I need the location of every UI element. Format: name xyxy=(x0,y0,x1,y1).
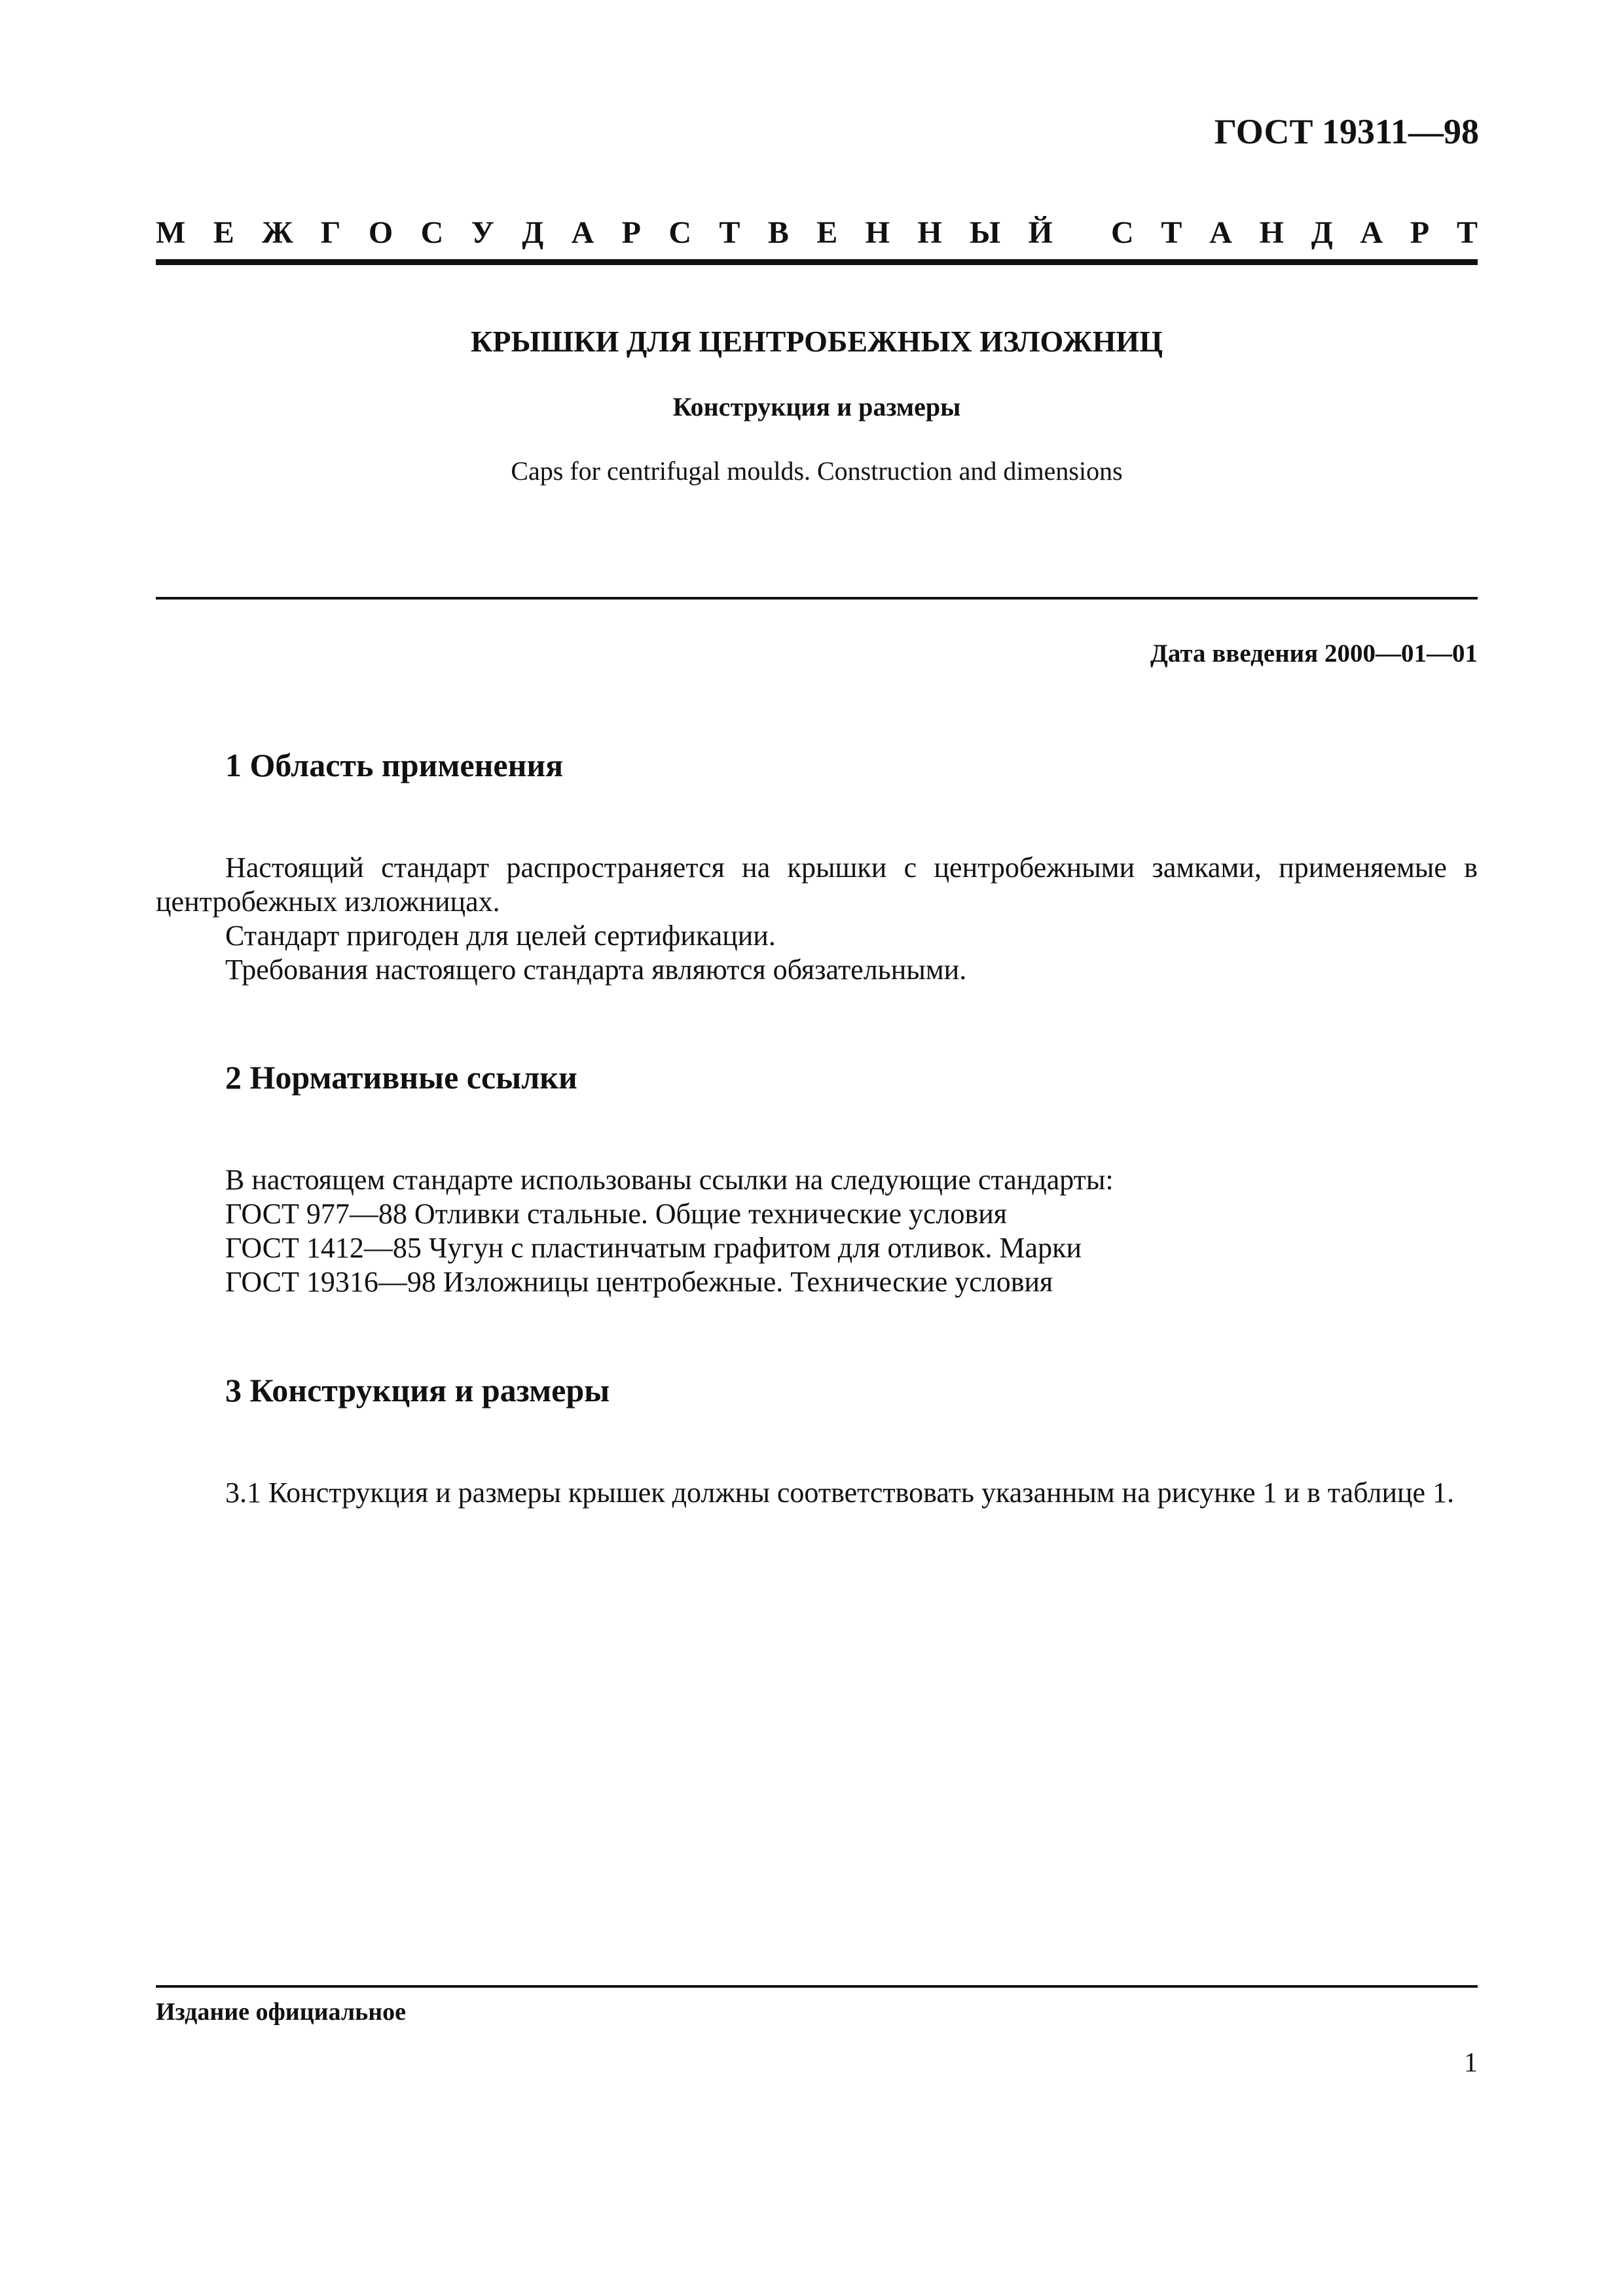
page-number: 1 xyxy=(1464,2048,1478,2078)
banner-letter: Т xyxy=(1161,215,1182,250)
normative-reference: ГОСТ 1412—85 Чугун с пластинчатым графитом для отливок. Марки xyxy=(225,1232,1082,1264)
banner-letter: О xyxy=(368,215,393,250)
document-number: ГОСТ 19311—98 xyxy=(1214,112,1479,151)
section-3-heading: 3 Конструкция и размеры xyxy=(225,1372,610,1408)
introduction-date: Дата введения 2000—01—01 xyxy=(1150,639,1478,668)
banner-letter: У xyxy=(471,215,494,250)
banner-letter: С xyxy=(1111,215,1134,250)
document-subtitle: Конструкция и размеры xyxy=(672,392,961,422)
official-edition-label: Издание официальное xyxy=(156,1998,407,2026)
header-rule xyxy=(156,259,1478,265)
banner-letter: С xyxy=(420,215,444,250)
banner-letter: Н xyxy=(1259,215,1284,250)
normative-reference: ГОСТ 19316—98 Изложницы центробежные. Технические условия xyxy=(225,1266,1053,1298)
banner-letter: А xyxy=(571,215,594,250)
section-2-intro: В настоящем стандарте использованы ссылки на следующие стандарты: xyxy=(225,1164,1114,1196)
section-3-body xyxy=(156,1476,1478,1510)
banner-letter: А xyxy=(1209,215,1232,250)
section-1-heading: 1 Область применения xyxy=(225,747,564,783)
banner-letter: Й xyxy=(1028,215,1053,250)
banner-letter: Ы xyxy=(970,215,1001,250)
banner-letter: Р xyxy=(1410,215,1430,250)
banner-letter: М xyxy=(156,215,186,250)
banner-letter: Г xyxy=(320,215,341,250)
banner-letter: Т xyxy=(1456,215,1478,250)
title-rule xyxy=(156,597,1478,600)
section-2-heading: 2 Нормативные ссылки xyxy=(225,1059,577,1096)
banner-letter: Н xyxy=(865,215,890,250)
section-3-paragraph: 3.1 Конструкция и размеры крышек должны соответствовать указанным на рисунке 1 и в таблице 1. xyxy=(225,1477,1455,1509)
banner-word-standard xyxy=(1111,215,1478,251)
banner-letter: Д xyxy=(522,215,544,250)
banner-letter: В xyxy=(767,215,789,250)
english-title: Caps for centrifugal moulds. Construction and dimensions xyxy=(511,456,1123,486)
section-1-paragraph: Настоящий стандарт распространяется на крышки с центробежными замками, применяемые в центробежных изложницах. xyxy=(156,852,1478,918)
section-1-paragraph: Требования настоящего стандарта являются обязательными. xyxy=(225,954,967,986)
banner-letter: А xyxy=(1360,215,1383,250)
banner-word-interstate xyxy=(156,215,1053,251)
banner-letter: Н xyxy=(917,215,942,250)
section-1-body xyxy=(156,851,1478,987)
normative-reference: ГОСТ 977—88 Отливки стальные. Общие технические условия xyxy=(225,1198,1008,1230)
banner-letter: Е xyxy=(213,215,234,250)
banner-letter: Т xyxy=(719,215,740,250)
banner-letter: Р xyxy=(621,215,641,250)
banner-letter: С xyxy=(668,215,692,250)
document-title: КРЫШКИ ДЛЯ ЦЕНТРОБЕЖНЫХ ИЗЛОЖНИЦ xyxy=(471,325,1163,358)
banner-letter: Д xyxy=(1311,215,1333,250)
footer-rule xyxy=(156,1985,1478,1988)
banner-letter: Е xyxy=(816,215,838,250)
section-1-paragraph: Стандарт пригоден для целей сертификации. xyxy=(225,920,776,952)
banner-letter: Ж xyxy=(262,215,293,250)
interstate-standard-banner xyxy=(156,215,1478,251)
